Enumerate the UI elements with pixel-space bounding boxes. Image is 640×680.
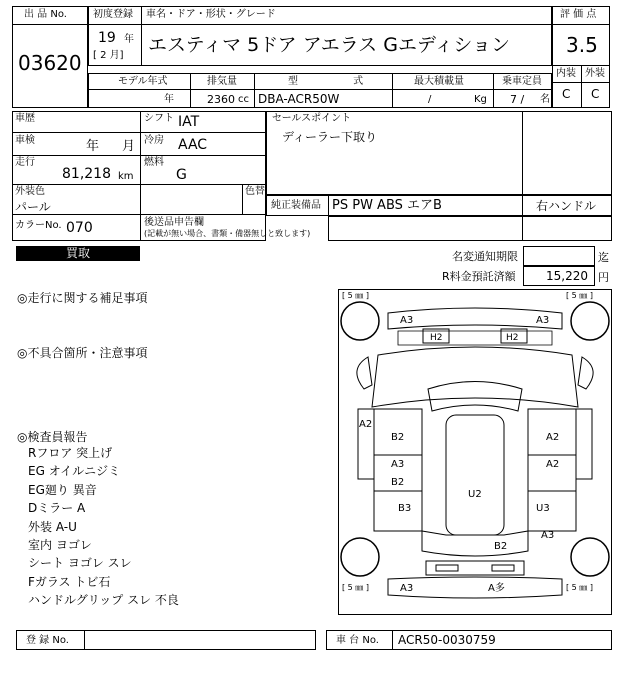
mileage: 81,218	[62, 166, 111, 182]
divider	[141, 6, 142, 66]
divider	[392, 630, 393, 650]
tire-rear-right	[571, 538, 609, 576]
report-item: ハンドルグリップ スレ 不良	[28, 593, 179, 607]
first-registration-year-unit: 年	[124, 34, 134, 45]
divider	[12, 155, 266, 156]
inspector-report-label: ◎検査員報告	[17, 430, 88, 444]
name-change-box	[523, 246, 595, 266]
shift-label: シフト	[144, 113, 174, 124]
sales-point: ディーラー下取り	[282, 130, 378, 144]
score: 3.5	[566, 33, 598, 57]
chassis-number: ACR50-0030759	[398, 633, 496, 647]
equipment-label: 純正装備品	[271, 200, 321, 211]
tire-front-right	[571, 302, 609, 340]
exterior-color: パール	[15, 200, 51, 214]
tire-depth-front-left: [ 5 ㎜ ]	[342, 291, 369, 300]
tailgate	[422, 531, 528, 556]
report-item: EG廻り 異音	[28, 483, 97, 497]
color-change-label: 色替	[245, 186, 265, 197]
damage-mark: B2	[391, 477, 405, 488]
car-name-label: 車名・ドア・形状・グレード	[146, 9, 276, 20]
damage-mark: U2	[468, 489, 482, 500]
report-item: 外装 A-U	[28, 520, 77, 534]
model-year-label: モデル年式	[118, 76, 168, 87]
inspection-month: 月	[122, 139, 136, 154]
ac-label: 冷房	[144, 135, 164, 146]
divider	[242, 184, 243, 214]
name-change-label: 名変通知期限	[452, 250, 518, 263]
ac: AAC	[178, 137, 208, 153]
windshield	[428, 382, 522, 412]
aftermarket-label: 後送品申告欄	[144, 217, 204, 228]
damage-mark: H2	[506, 333, 519, 343]
exterior-label: 外装	[585, 68, 605, 79]
report-item: Dミラー A	[28, 501, 86, 515]
steering: 右ハンドル	[536, 199, 597, 213]
divider	[522, 195, 523, 216]
report-item: シート ヨゴレ スレ	[28, 556, 132, 570]
divider	[581, 65, 582, 108]
taillight-left	[436, 565, 458, 571]
divider	[88, 89, 552, 90]
divider	[522, 111, 523, 195]
divider	[12, 184, 266, 185]
report-item: Rフロア 突上げ	[28, 446, 113, 460]
registration-number-label: 登 録 No.	[26, 635, 69, 646]
divider	[140, 214, 141, 241]
right-front-fender	[576, 409, 592, 479]
tire-depth-rear-left: [ 5 ㎜ ]	[342, 583, 369, 592]
divider	[12, 214, 266, 215]
report-item: 室内 ヨゴレ	[28, 538, 92, 552]
mirror-left	[357, 357, 372, 389]
max-load: /	[428, 94, 432, 105]
max-load-label: 最大積載量	[414, 76, 464, 87]
name-change-unit: 迄	[598, 251, 609, 264]
damage-mark: A2	[546, 432, 560, 443]
divider	[12, 132, 266, 133]
divider	[84, 630, 85, 650]
divider	[12, 24, 88, 25]
interior-label: 内装	[556, 68, 576, 79]
mirror-right	[578, 357, 593, 389]
equipment: PS PW ABS エアB	[332, 198, 442, 213]
exterior-color-label: 外装色	[15, 186, 45, 197]
damage-mark: A2	[359, 419, 373, 430]
first-registration-month: [ 2 月]	[93, 50, 124, 61]
damage-mark: A3	[536, 315, 550, 326]
aftermarket-note: (記載が無い場合、書類・備器無しと致します)	[144, 229, 311, 238]
first-registration-label: 初度登録	[93, 9, 133, 20]
displacement-label: 排気量	[207, 76, 237, 87]
damage-mark: A多	[488, 583, 505, 594]
divider	[140, 111, 141, 214]
mileage-unit: km	[118, 171, 134, 182]
max-load-unit: Kg	[474, 94, 487, 105]
sales-point-label: セールスポイント	[272, 113, 352, 124]
score-label: 評 価 点	[560, 9, 597, 20]
first-registration-year: 19	[98, 30, 116, 46]
damage-mark: H2	[430, 333, 443, 343]
type-label: 型 式	[288, 76, 390, 87]
damage-mark: A3	[400, 583, 414, 594]
report-item: EG オイルニジミ	[28, 464, 121, 478]
purchase-bar: 買取	[16, 246, 140, 261]
recycle-amount: 15,220	[546, 269, 588, 283]
capacity-label: 乗車定員	[502, 76, 542, 87]
displacement-unit: cc	[238, 94, 249, 105]
divider	[522, 216, 523, 241]
lot-number: 03620	[18, 51, 82, 75]
driving-notes-label: ◎走行に関する補足事項	[17, 291, 148, 305]
damage-mark: B2	[391, 432, 405, 443]
divider	[552, 24, 610, 25]
inspection-label: 車検	[15, 135, 35, 146]
lot-number-label: 出 品 No.	[24, 9, 67, 20]
damage-mark: B3	[398, 503, 412, 514]
tire-rear-left	[341, 538, 379, 576]
damage-mark: A3	[541, 530, 555, 541]
tire-depth-rear-right: [ 5 ㎜ ]	[566, 583, 593, 592]
car-name: エスティマ 5ドア アエラス Gエディション	[148, 34, 511, 56]
tire-depth-front-right: [ 5 ㎜ ]	[566, 291, 593, 300]
report-item: Fガラス トビ石	[28, 575, 111, 589]
color-number-label: カラーNo.	[15, 220, 62, 231]
divider	[190, 73, 191, 108]
tire-front-left	[341, 302, 379, 340]
model-type: DBA-ACR50W	[258, 92, 340, 106]
capacity: 7 /	[510, 93, 525, 106]
chassis-number-label: 車 台 No.	[336, 635, 379, 646]
hood	[372, 347, 578, 407]
divider	[493, 73, 494, 108]
damage-mark: A2	[546, 459, 560, 470]
fuel-label: 燃料	[144, 157, 164, 168]
damage-mark: B2	[494, 541, 508, 552]
damage-mark: U3	[536, 503, 550, 514]
defects-label: ◎不具合箇所・注意事項	[17, 346, 148, 360]
color-number: 070	[66, 220, 93, 236]
history-label: 車歴	[15, 113, 35, 124]
exterior-grade: C	[591, 87, 600, 101]
inspection-year: 年	[86, 139, 100, 154]
blank-box	[328, 216, 612, 241]
model-year-unit: 年	[164, 94, 174, 105]
car-damage-diagram	[338, 289, 612, 615]
mileage-label: 走行	[15, 157, 35, 168]
capacity-unit: 名	[540, 94, 550, 105]
taillight-right	[492, 565, 514, 571]
recycle-unit: 円	[598, 271, 609, 284]
divider	[254, 73, 255, 108]
divider	[392, 73, 393, 108]
interior-grade: C	[562, 87, 571, 101]
fuel: G	[176, 167, 187, 183]
recycle-label: R料金預託済額	[442, 270, 516, 283]
divider	[328, 195, 329, 216]
rear-bumper	[388, 577, 562, 598]
displacement: 2360	[207, 93, 235, 106]
roof	[446, 415, 504, 535]
damage-mark: A3	[400, 315, 414, 326]
damage-mark: A3	[391, 459, 405, 470]
shift: IAT	[178, 114, 200, 130]
rear-plate-area	[426, 561, 524, 575]
divider	[88, 24, 552, 25]
